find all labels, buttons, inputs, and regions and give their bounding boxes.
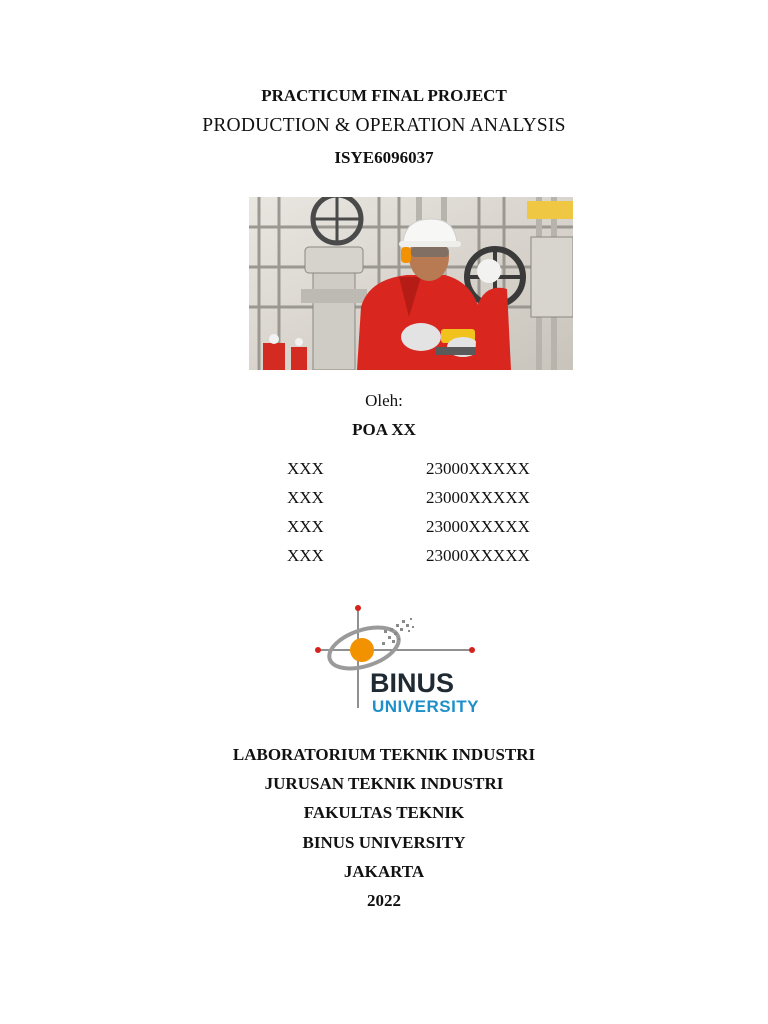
group-name: POA XX: [352, 420, 416, 439]
city-name: JAKARTA: [343, 862, 425, 881]
member-name: XXX: [287, 546, 324, 565]
member-name: XXX: [287, 488, 324, 507]
member-id: 23000XXXXX: [426, 459, 530, 478]
member-name: XXX: [287, 517, 324, 536]
member-id: 23000XXXXX: [426, 488, 530, 507]
member-id: 23000XXXXX: [426, 517, 530, 536]
member-id: 23000XXXXX: [426, 546, 530, 565]
course-code: ISYE6096037: [334, 148, 434, 167]
university-name: BINUS UNIVERSITY: [302, 833, 466, 852]
binus-university-logo: [310, 600, 510, 720]
project-subtitle: PRODUCTION & OPERATION ANALYSIS: [202, 115, 566, 136]
industrial-worker-photo: [249, 197, 573, 370]
lab-name: LABORATORIUM TEKNIK INDUSTRI: [232, 745, 536, 764]
year: 2022: [367, 891, 401, 910]
logo-text-university: UNIVERSITY: [372, 697, 480, 716]
logo-text-binus: BINUS: [370, 668, 455, 698]
member-name: XXX: [287, 459, 324, 478]
project-title: PRACTICUM FINAL PROJECT: [261, 86, 507, 105]
faculty-name: FAKULTAS TEKNIK: [303, 803, 465, 822]
department-name: JURUSAN TEKNIK INDUSTRI: [264, 774, 504, 793]
by-label: Oleh:: [365, 391, 403, 410]
